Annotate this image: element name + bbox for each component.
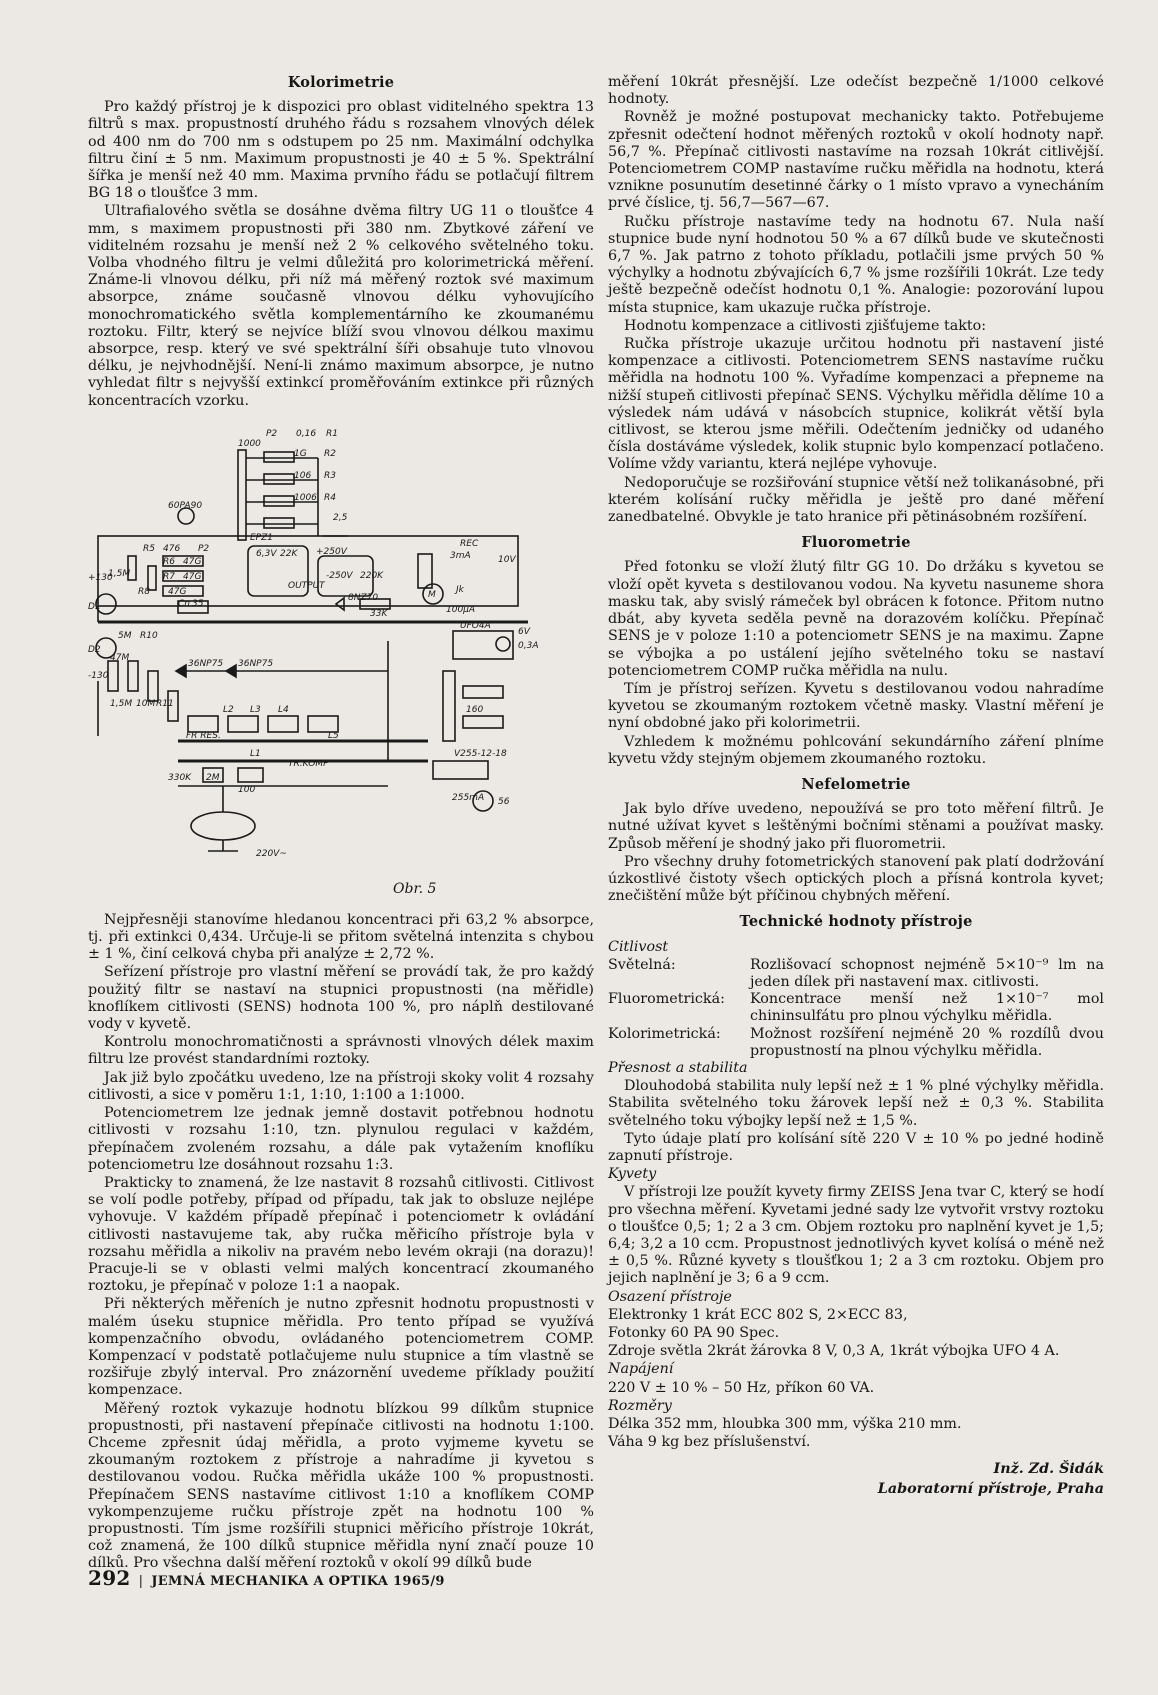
paragraph: Rovněž je možné postupovat mechanicky takto. Potřebujeme zpřesnit odečtení hodnot měřených roztoků v okolí hodnoty např. 56,7 %. Přepínač citlivosti nastavíme na rozsah 10krát citlivější. Potenciometrem COMP nastavíme ručku měřidla na hodnotu, která vznikne posunutím desetinné čárky o 1 místo vpravo a vynecháním prvé číslice, tj. 56,7—567—67. (608, 109, 1104, 212)
circuit-label: 220V~ (256, 848, 287, 859)
paragraph: Hodnotu kompenzace a citlivosti zjišťujeme takto: (624, 317, 987, 334)
spec-value: Možnost rozšíření nejméně 20 % rozdílů dvou propustností na plnou výchylku měřidla. (750, 1025, 1104, 1059)
circuit-label: L5 (328, 730, 339, 741)
circuit-label: UFO4A (460, 620, 491, 631)
spec-line: Zdroje světla 2krát žárovka 8 V, 0,3 A, 1krát výbojka UFO 4 A. (608, 1343, 1060, 1360)
subsection-label: Napájení (608, 1361, 674, 1378)
circuit-label: L4 (278, 704, 289, 715)
paragraph: Jak již bylo zpočátku uvedeno, lze na přístroji skoky volit 4 rozsahy citlivosti, a sice v poměru 1:1, 1:10, 1:100 a 1:1000. (88, 1069, 594, 1103)
circuit-label: 3mA (450, 550, 471, 561)
section-title-fluorometrie: Fluorometrie (801, 534, 911, 552)
circuit-label: EPZ1 (250, 532, 274, 543)
circuit-label: 35 (192, 598, 204, 609)
signature-block (608, 1459, 1104, 1499)
circuit-label: 22K (280, 548, 298, 559)
circuit-label: 100μA (446, 604, 476, 615)
circuit-label: R11 (156, 698, 174, 709)
circuit-label: 1G (294, 448, 307, 459)
circuit-label: 60PA90 (168, 500, 203, 511)
paragraph: Pro každý přístroj je k dispozici pro oblast viditelného spektra 13 filtrů s max. propustností druhého řádu s rozsahem vlnových délek od 400 nm do 700 nm s odstupem po 25 nm. Maximální odchylka filtru činí ± 5 nm. Maximum propustnosti je 40 ± 5 %. Spektrální šířka je menší než 40 mm. Maxima prvního řádu se potlačují filtrem BG 18 o tloušťce 3 mm. (88, 99, 594, 202)
circuit-label: 2,5 (333, 512, 348, 523)
paragraph: Prakticky to znamená, že lze nastavit 8 rozsahů citlivosti. Citlivost se volí podle potřeby, případ od případu, tak jak to obsluze nejlépe vyhovuje. V každém případě přepínač i potenciometr k ovládání citlivosti nastavujeme tak, aby ručka měřicího přístroje byla v rozsahu měřidla a nikoliv na pravém nebo levém okraji (na dorazu)! Pracuje-li se v oblasti velmi malých koncentrací zkoumaného roztoku, je přepínač v poloze 1:1 a naopak. (88, 1174, 594, 1295)
circuit-label: R5 (143, 543, 155, 554)
circuit-label: 56 (498, 796, 510, 807)
circuit-label-group (88, 429, 538, 859)
circuit-label: 47G (168, 586, 187, 597)
circuit-label: L3 (250, 704, 261, 715)
paragraph: Kontrolu monochromatičnosti a správnosti vlnových délek maxim filtru lze provést standardními roztoky. (88, 1034, 594, 1068)
spec-line: Váha 9 kg bez příslušenství. (608, 1434, 811, 1451)
circuit-label: 8NZ70 (348, 592, 379, 603)
spec-value: Rozlišovací schopnost nejméně 5×10⁻⁹ lm na jeden dílek při nastavení max. citlivosti. (750, 956, 1104, 990)
paragraph: Dlouhodobá stabilita nuly lepší než ± 1 % plné výchylky měřidla. Stabilita světelného toku žárovek lepší než ± 0,3 %. Stabilita světelného toku výbojky lepší než ± 1,5 %. (608, 1078, 1104, 1129)
circuit-label: Jk (456, 584, 464, 595)
paragraph: Seřízení přístroje pro vlastní měření se provádí tak, že pro každý použitý filtr se nastaví na stupnici propustnosti (na měřidle) knoflíkem citlivosti (SENS) hodnota 100 %, pro náplň destilované vody v kyvetě. (88, 964, 594, 1033)
circuit-label: R6 (163, 556, 175, 567)
circuit-label: 476 (163, 543, 181, 554)
paragraph: Ručku přístroje nastavíme tedy na hodnotu 67. Nula naší stupnice bude nyní hodnotou 50 % a 67 dílků bude ve skutečnosti 6,7 %. Jak patrno z tohoto příkladu, potlačili jsme prvých 50 % výchylky a hodnotu zbývajících 6,7 % jsme rozšířili 10krát. Lze tedy ještě bezpečně odečíst hodnotu 0,1 %. Analogie: pozorování lupou místa stupnice, kam ukazuje ručka přístroje. (608, 213, 1104, 316)
spec-label: Kolorimetrická: (608, 1025, 721, 1042)
circuit-label: R4 (324, 492, 336, 503)
circuit-label: V255-12-18 (454, 748, 507, 759)
section-title-nefelometrie: Nefelometrie (801, 775, 911, 793)
circuit-label: OUTPUT (288, 580, 325, 591)
spec-label: Světelná: (608, 956, 676, 973)
circuit-label: 220K (360, 570, 384, 581)
circuit-label: 36NP75 (238, 658, 274, 669)
circuit-diagram-figure (88, 416, 594, 908)
circuit-label: 1006 (294, 492, 317, 503)
circuit-label: 1,5M (108, 568, 131, 579)
circuit-label: D2 (88, 644, 101, 655)
figure-caption: Obr. 5 (393, 880, 437, 897)
circuit-label: R3 (324, 470, 336, 481)
paragraph: Tyto údaje platí pro kolísání sítě 220 V ± 10 % po jedné hodině zapnutí přístroje. (608, 1130, 1104, 1164)
spec-value: Koncentrace menší než 1×10⁻⁷ mol chininsulfátu pro plnou výchylku měřidla. (750, 991, 1104, 1025)
paragraph: V přístroji lze použít kyvety firmy ZEISS Jena tvar C, který se hodí pro všechna měření. Kyvetami jedné sady lze vytvořit vrstvy roztoku o tloušťce 0,5; 1; 2 a 3 cm. Objem roztoku pro naplnění kyvet je 1,5; 6,4; 3,2 a 10 ccm. Propustnost jednotlivých kyvet kolísá o méně než ± 0,5 %. Různé kyvety s tloušťkou 1; 2 a 3 cm roztoku. Objem pro jejich naplnění je 3; 6 a 9 ccm. (608, 1184, 1104, 1287)
circuit-label: 1,5M (110, 698, 133, 709)
circuit-label: -250V (326, 570, 353, 581)
subsection-label: Osazení přístroje (608, 1288, 732, 1305)
circuit-label: 330K (168, 772, 192, 783)
subsection-label: Přesnost a stabilita (608, 1059, 748, 1076)
circuit-label: M (428, 589, 436, 600)
circuit-schematic (88, 416, 594, 881)
section-title-kolorimetrie: Kolorimetrie (287, 74, 395, 91)
circuit-label: 6,3V (256, 548, 277, 559)
paragraph: Tím je přístroj seřízen. Kyvetu s destilovanou vodou nahradíme kyvetou se zkoumaným roztokem včetně masky. Vlastní měření je nyní obdobné jako při kolorimetrii. (608, 680, 1104, 732)
circuit-label: R1 (326, 428, 338, 439)
page-number: 292 (88, 1566, 131, 1590)
author-affiliation: Laboratorní přístroje, Praha (877, 1481, 1104, 1498)
paragraph: Jak bylo dříve uvedeno, nepoužívá se pro toto měření filtrů. Je nutné užívat kyvet s leštěnými bočními stěnami a používat masky. Způsob měření je shodný jako při fluorometrii. (608, 801, 1104, 852)
circuit-label: 33K (370, 608, 388, 619)
circuit-label: D1 (88, 601, 101, 612)
circuit-label: +130 (88, 572, 113, 583)
paragraph: Ručka přístroje ukazuje určitou hodnotu při nastavení jisté kompenzace a citlivosti. Potenciometrem SENS nastavíme ručku měřidla na hodnotu 100 %. Vyřadíme kompenzaci a přepneme na nižší stupeň citlivosti přepínač SENS. Výchylku měřidla dělíme 10 a výsledek nám udává v násobcích stupnice, kolikrát větší byla citlivost, se kterou jsme měřili. Odečtením jedničky od udaného čísla dostáváme výsledek, kolik stupnic bylo kompenzací potlačeno. Volíme vždy variantu, která nejlépe vyhovuje. (608, 336, 1104, 473)
paragraph: Pro všechny druhy fotometrických stanovení pak platí dodržování úzkostlivé čistoty všech optických ploch a přísná kontrola kyvet; znečištění může být příčinou chybných měření. (608, 853, 1104, 905)
right-column (608, 74, 1104, 1499)
circuit-label: TR.KOMP (288, 758, 329, 769)
spec-line: Fotonky 60 PA 90 Spec. (608, 1325, 780, 1342)
circuit-label: 255mA (452, 792, 485, 803)
circuit-label: 0,16 (296, 428, 317, 439)
circuit-label: Cn (178, 598, 190, 609)
circuit-label: 47G (183, 556, 202, 567)
paragraph: Ultrafialového světla se dosáhne dvěma filtry UG 11 o tloušťce 4 mm, s maximem propustnosti při 380 nm. Zbytkové záření ve viditelném rozsahu je menší než 2 % celkového světelného toku. Volba vhodného filtru je velmi důležitá pro kolorimetrická měření. Známe-li vlnovou délku, při níž má měřený roztok své maximum absorpce, známe současně vlnovou délku vyhovujícího monochromatického světla komplementárního ke zkoumanému roztoku. Filtr, který se nejvíce blíží svou vlnovou délkou maximu absorpce, resp. který ve své spektrální šíři obsahuje tuto vlnovou délku, je nejvhodnější. Není-li známo maximum absorpce, je nutno vyhledat filtr s nejvyšší extinkcí proměřováním extinkce při různých koncentracích vzorku. (88, 203, 594, 409)
circuit-label: 47G (183, 571, 202, 582)
subsection-label: Rozměry (608, 1397, 672, 1414)
circuit-label: +250V (316, 546, 347, 557)
circuit-label: R7 (163, 571, 175, 582)
subsection-label: Citlivost (608, 938, 669, 955)
circuit-label: REC (460, 538, 479, 549)
circuit-label: 100 (238, 784, 256, 795)
paragraph: Před fotonku se vloží žlutý filtr GG 10. Do držáku s kyvetou se vloží opět kyveta s destilovanou vodou. Na kyvetu nasuneme shora masku tak, aby svislý rámeček byl obrácen k fotonce. Přitom nutno dbát, aby kyveta seděla pevně na dorazovém kolíčku. Přepínač SENS je v poloze 1:10 a potenciometr SENS je na maximu. Zapne se výbojka a po ustálení jejího světelného toku se nastaví potenciometrem COMP ručka měřidla na nulu. (608, 559, 1104, 679)
page-footer (88, 1566, 445, 1590)
circuit-label: R2 (324, 448, 336, 459)
circuit-label: L1 (250, 748, 261, 759)
spec-table (608, 957, 1104, 1060)
circuit-label: 1000 (238, 438, 261, 449)
spec-line: Délka 352 mm, hloubka 300 mm, výška 210 mm. (608, 1416, 962, 1433)
circuit-label: 0,3A (518, 640, 539, 651)
paragraph: Nejpřesněji stanovíme hledanou koncentraci při 63,2 % absorpce, tj. při extinkci 0,434. Určuje-li se přitom světelná intenzita s chybou ± 1 %, činí celková chyba při analýze ± 2,72 %. (88, 911, 594, 963)
paragraph: Při některých měřeních je nutno zpřesnit hodnotu propustnosti v malém úseku stupnice měřidla. Pro tento případ se využívá kompenzačního obvodu, ovládaného potenciometrem COMP. Kompenzací v podstatě potlačujeme nulu stupnice a tím vlastně se rozšiřuje zbylý interval. Pro znázornění uvedeme příklady použití kompenzace. (88, 1296, 594, 1399)
paragraph: Nedoporučuje se rozšiřování stupnice větší než tolikanásobné, při kterém kolísání ručky měřidla je ještě pro dané měření zanedbatelné. Obvykle je tato hranice při pětinásobném rozšíření. (608, 474, 1104, 526)
spec-line: 220 V ± 10 % – 50 Hz, příkon 60 VA. (608, 1379, 875, 1396)
circuit-label: 47M (110, 652, 130, 663)
paragraph: Vzhledem k možnému pohlcování sekundárního záření plníme kyvetu vždy stejným objemem zkoumaného roztoku. (608, 733, 1104, 767)
circuit-label: 106 (294, 470, 312, 481)
circuit-label: 10M (136, 698, 156, 709)
circuit-label: R10 (140, 630, 158, 641)
circuit-label: L2 (223, 704, 234, 715)
left-column (88, 74, 594, 1574)
section-title-technicke-hodnoty: Technické hodnoty přístroje (739, 913, 973, 931)
circuit-label: 160 (466, 704, 484, 715)
circuit-label: 6V (518, 626, 530, 637)
subsection-label: Kyvety (608, 1166, 657, 1183)
spec-line: Elektronky 1 krát ECC 802 S, 2×ECC 83, (608, 1306, 908, 1323)
footer-divider: | (138, 1574, 144, 1589)
circuit-label: 2M (206, 772, 220, 783)
circuit-label: 36NP75 (188, 658, 224, 669)
spec-label: Fluorometrická: (608, 991, 725, 1008)
paragraph: měření 10krát přesnější. Lze odečíst bezpečně 1/1000 celkové hodnoty. (608, 74, 1104, 108)
circuit-label: 5M (118, 630, 132, 641)
circuit-label: -130 (88, 670, 109, 681)
paragraph: Měřený roztok vykazuje hodnotu blízkou 99 dílkům stupnice propustnosti, při nastavení přepínače citlivosti na hodnotu 1:100. Chceme zpřesnit údaj měřidla, a proto vyjmeme kyvetu se zkoumaným roztokem z přístroje a nahradíme ji kyvetou s destilovanou vodou. Ručka měřidla ukáže 100 % propustnosti. Přepínačem SENS nastavíme citlivost 1:10 a knoflíkem COMP vykompenzujeme ručku přístroje zpět na hodnotu 100 % propustnosti. Tím jsme rozšířili stupnici měřicího přístroje 10krát, což znamená, že 100 dílků stupnice měřidla nyní značí pouze 10 dílků. Pro všechna další měření roztoků v okolí 99 dílků bude (88, 1400, 594, 1572)
author-name: Inž. Zd. Šidák (993, 1461, 1104, 1478)
circuit-label: 10V (498, 554, 516, 565)
circuit-label: P2 (266, 428, 278, 439)
journal-name: JEMNÁ MECHANIKA A OPTIKA 1965/9 (151, 1574, 445, 1589)
paragraph: Potenciometrem lze jednak jemně dostavit potřebnou hodnotu citlivosti v rozsahu 1:10, tzn. plynulou regulaci v každém, přepínačem zvoleném rozsahu, a dále pak vytažením knoflíku potenciometru lze dosáhnout rozsahu 1:3. (88, 1105, 594, 1173)
circuit-label: FR RES. (186, 730, 221, 741)
circuit-label: P2 (198, 543, 210, 554)
circuit-label: R8 (138, 586, 150, 597)
